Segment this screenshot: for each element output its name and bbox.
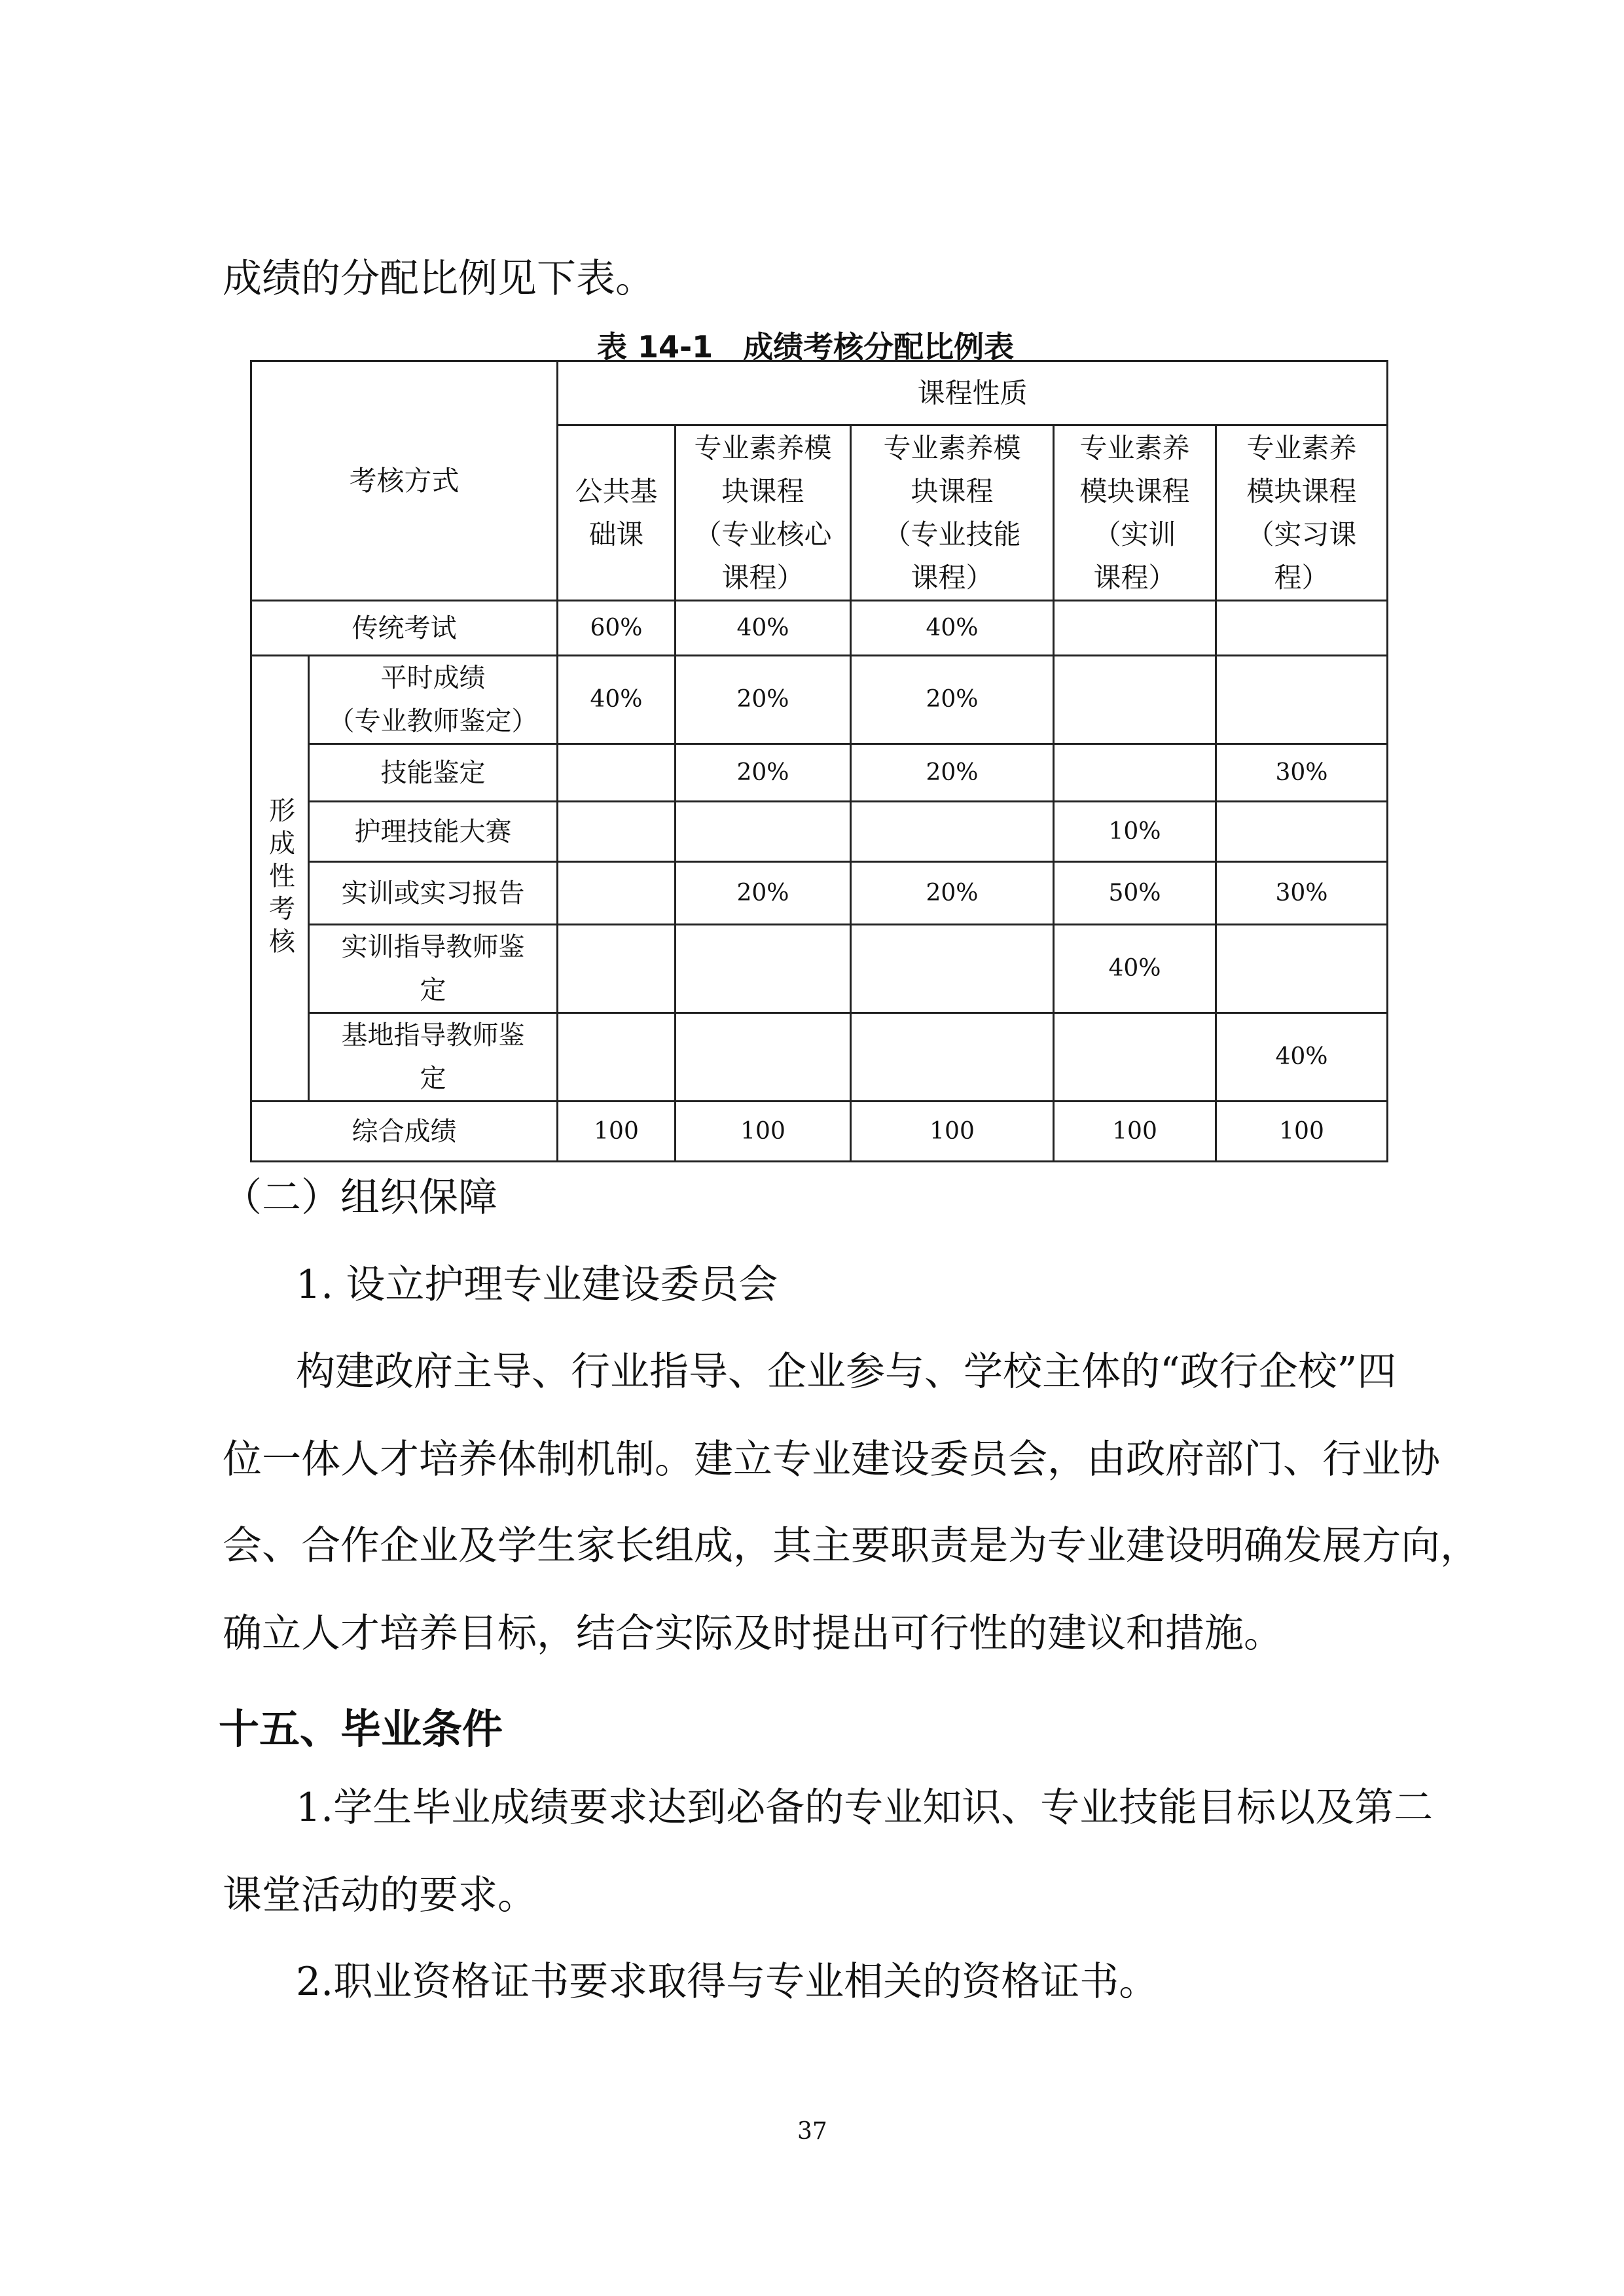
- table-cell: 40%: [558, 656, 676, 744]
- table-cell: 100: [676, 1102, 851, 1162]
- page-number: 37: [797, 2118, 827, 2145]
- row-label: 技能鉴定: [309, 744, 558, 802]
- row-label: 平时成绩 （专业教师鉴定）: [309, 656, 558, 744]
- graduation-item-2: 2.职业资格证书要求取得与专业相关的资格证书。: [296, 1959, 1159, 2005]
- table-cell: 50%: [1054, 862, 1216, 925]
- table-cell: 20%: [676, 656, 851, 744]
- formative-label: 形成性考核: [251, 656, 309, 1102]
- row-label: 综合成绩: [251, 1102, 558, 1162]
- table-row: [251, 1013, 1388, 1102]
- paragraph-line: 构建政府主导、行业指导、企业参与、学校主体的“政行企校”四: [296, 1349, 1397, 1395]
- header-course-nature: 课程性质: [558, 361, 1388, 425]
- row-label: 传统考试: [251, 601, 558, 656]
- table-cell: 40%: [1216, 1013, 1388, 1102]
- table-cell: [558, 862, 676, 925]
- row-label: 基地指导教师鉴 定: [309, 1013, 558, 1102]
- table-cell: 40%: [851, 601, 1054, 656]
- header-col-public: 公共基 础课: [558, 425, 676, 601]
- paragraph-line: 会、合作企业及学生家长组成，其主要职责是为专业建设明确发展方向，: [223, 1523, 1479, 1569]
- table-cell: [558, 1013, 676, 1102]
- table-cell: 30%: [1216, 862, 1388, 925]
- table-cell: [676, 802, 851, 862]
- paragraph-line: 位一体人才培养体制机制。建立专业建设委员会，由政府部门、行业协: [223, 1437, 1440, 1482]
- header-col-skill: 专业素养模 块课程 （专业技能 课程）: [851, 425, 1054, 601]
- table-cell: [1216, 802, 1388, 862]
- table-cell: [1054, 601, 1216, 656]
- table-cell: [851, 1013, 1054, 1102]
- header-method: 考核方式: [251, 361, 558, 601]
- section-15-heading: 十五、毕业条件: [219, 1705, 503, 1753]
- table-cell: [676, 925, 851, 1013]
- table-cell: 30%: [1216, 744, 1388, 802]
- table-row: [251, 744, 1388, 802]
- table-cell: 20%: [676, 862, 851, 925]
- header-col-internship: 专业素养 模块课程 （实习课 程）: [1216, 425, 1388, 601]
- table-cell: [1216, 925, 1388, 1013]
- table-row: [251, 1102, 1388, 1162]
- table-cell: 20%: [851, 862, 1054, 925]
- paragraph-line: 确立人才培养目标，结合实际及时提出可行性的建议和措施。: [223, 1611, 1283, 1657]
- table-cell: [558, 744, 676, 802]
- header-col-training: 专业素养 模块课程 （实训 课程）: [1054, 425, 1216, 601]
- table-cell: 100: [1054, 1102, 1216, 1162]
- grade-allocation-table: [250, 360, 1388, 1162]
- table-cell: [1054, 1013, 1216, 1102]
- section-2-item-1: 1. 设立护理专业建设委员会: [296, 1262, 778, 1308]
- table-cell: 100: [558, 1102, 676, 1162]
- table-caption: 表 14-1 成绩考核分配比例表: [597, 329, 1015, 365]
- table-cell: [1054, 656, 1216, 744]
- table-cell: 20%: [851, 744, 1054, 802]
- table-cell: 40%: [676, 601, 851, 656]
- table-cell: 60%: [558, 601, 676, 656]
- table-cell: [1216, 656, 1388, 744]
- graduation-item-1-cont: 课堂活动的要求。: [223, 1873, 537, 1918]
- row-label: 实训指导教师鉴 定: [309, 925, 558, 1013]
- table-cell: 10%: [1054, 802, 1216, 862]
- table-cell: 20%: [851, 656, 1054, 744]
- header-col-core: 专业素养模 块课程 （专业核心 课程）: [676, 425, 851, 601]
- intro-line: 成绩的分配比例见下表。: [223, 256, 655, 302]
- table-cell: [851, 802, 1054, 862]
- table-cell: [851, 925, 1054, 1013]
- table-row: [251, 601, 1388, 656]
- table-cell: [676, 1013, 851, 1102]
- row-label: 护理技能大赛: [309, 802, 558, 862]
- table-row: [251, 656, 1388, 744]
- table-row: [251, 925, 1388, 1013]
- table-cell: 100: [1216, 1102, 1388, 1162]
- row-label: 实训或实习报告: [309, 862, 558, 925]
- table-row: [251, 862, 1388, 925]
- table-cell: [558, 925, 676, 1013]
- graduation-item-1: 1.学生毕业成绩要求达到必备的专业知识、专业技能目标以及第二: [296, 1785, 1434, 1831]
- section-2-heading: （二）组织保障: [223, 1175, 497, 1221]
- table-row: [251, 802, 1388, 862]
- table-cell: 100: [851, 1102, 1054, 1162]
- table-cell: [1216, 601, 1388, 656]
- table-cell: 20%: [676, 744, 851, 802]
- table-cell: [1054, 744, 1216, 802]
- table-cell: [558, 802, 676, 862]
- table-cell: 40%: [1054, 925, 1216, 1013]
